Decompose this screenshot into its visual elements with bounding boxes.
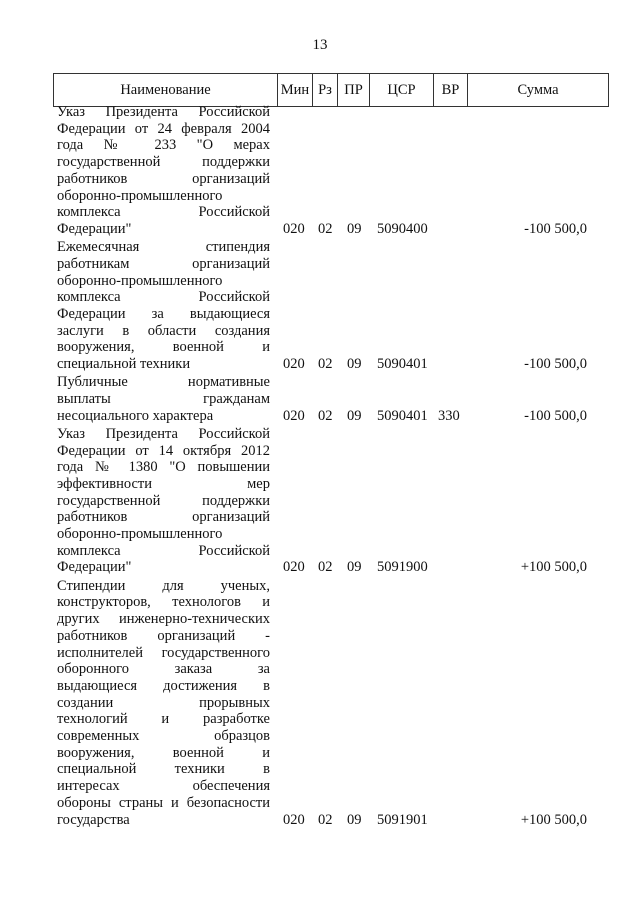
name-line: исполнителей государственного xyxy=(57,644,270,661)
name-line: Стипендии для ученых, xyxy=(57,577,270,594)
cell-sum: +100 500,0 xyxy=(520,811,587,828)
cell-pr: 09 xyxy=(347,559,362,576)
table-row xyxy=(57,374,597,424)
name-line: Федерации за выдающиеся xyxy=(57,305,270,322)
cell-vr: 330 xyxy=(438,407,460,424)
name-line: Федерации" xyxy=(57,559,132,576)
table-row xyxy=(57,239,597,373)
cell-csr: 5091901 xyxy=(377,811,428,828)
page-number: 13 xyxy=(312,37,328,53)
cell-csr: 5090401 xyxy=(377,356,428,373)
header-name: Наименование xyxy=(54,74,278,106)
cell-sum: -100 500,0 xyxy=(524,356,587,373)
name-line: года № 1380 "О повышении xyxy=(57,459,270,476)
name-line: Указ Президента Российской xyxy=(57,425,270,442)
name-line: несоциального характера xyxy=(57,407,214,424)
cell-sum: +100 500,0 xyxy=(520,559,587,576)
name-line: современных образцов xyxy=(57,728,270,745)
cell-rz: 02 xyxy=(318,356,333,373)
cell-rz: 02 xyxy=(318,407,333,424)
header-vr: ВР xyxy=(434,74,468,106)
row-name xyxy=(57,374,270,424)
table-row xyxy=(57,104,597,238)
name-line: конструкторов, технологов и xyxy=(57,594,270,611)
row-name xyxy=(57,578,270,829)
header-rz: Рз xyxy=(313,74,338,106)
name-line: работников организаций - xyxy=(57,627,270,644)
name-line: Федерации от 14 октября 2012 xyxy=(57,442,270,459)
cell-rz: 02 xyxy=(318,559,333,576)
name-line: создании прорывных xyxy=(57,694,270,711)
cell-min: 020 xyxy=(283,220,305,237)
name-line: оборонно-промышленного xyxy=(57,526,223,543)
name-line: работников организаций xyxy=(57,170,270,187)
cell-min: 020 xyxy=(283,356,305,373)
name-line: заслуги в области создания xyxy=(57,322,270,339)
cell-sum: -100 500,0 xyxy=(524,220,587,237)
name-line: Публичные нормативные xyxy=(57,374,270,391)
name-line: государственной поддержки xyxy=(57,492,270,509)
name-line: оборонно-промышленного xyxy=(57,187,223,204)
name-line: специальной техники xyxy=(57,356,191,373)
cell-pr: 09 xyxy=(347,220,362,237)
cell-rz: 02 xyxy=(318,220,333,237)
name-line: обороны страны и безопасности xyxy=(57,794,270,811)
cell-csr: 5090400 xyxy=(377,220,428,237)
name-line: работников организаций xyxy=(57,509,270,526)
cell-rz: 02 xyxy=(318,811,333,828)
name-line: других инженерно-технических xyxy=(57,611,270,628)
name-line: технологий и разработке xyxy=(57,711,270,728)
cell-min: 020 xyxy=(283,407,305,424)
cell-min: 020 xyxy=(283,811,305,828)
name-line: вооружения, военной и xyxy=(57,339,270,356)
name-line: Ежемесячная стипендия xyxy=(57,239,270,256)
name-line: государства xyxy=(57,811,130,828)
name-line: Указ Президента Российской xyxy=(57,104,270,120)
name-line: государственной поддержки xyxy=(57,154,270,171)
cell-csr: 5090401 xyxy=(377,407,428,424)
name-line: оборонно-промышленного xyxy=(57,272,223,289)
name-line: комплекса Российской xyxy=(57,289,270,306)
name-line: работникам организаций xyxy=(57,255,270,272)
cell-pr: 09 xyxy=(347,811,362,828)
cell-pr: 09 xyxy=(347,356,362,373)
name-line: вооружения, военной и xyxy=(57,744,270,761)
name-line: Федерации" xyxy=(57,220,132,237)
cell-min: 020 xyxy=(283,559,305,576)
name-line: специальной техники в xyxy=(57,761,270,778)
name-line: выдающиеся достижения в xyxy=(57,677,270,694)
name-line: интересах обеспечения xyxy=(57,778,270,795)
table-header xyxy=(53,73,609,107)
name-line: оборонного заказа за xyxy=(57,661,270,678)
table-row xyxy=(57,578,597,829)
name-line: комплекса Российской xyxy=(57,542,270,559)
header-pr: ПР xyxy=(338,74,370,106)
cell-sum: -100 500,0 xyxy=(524,407,587,424)
row-name xyxy=(57,239,270,373)
table-row xyxy=(57,426,597,576)
cell-pr: 09 xyxy=(347,407,362,424)
header-sum: Сумма xyxy=(517,81,559,98)
header-csr: ЦСР xyxy=(370,74,434,106)
name-line: эффективности мер xyxy=(57,475,270,492)
name-line: года № 233 "О мерах xyxy=(57,137,270,154)
cell-csr: 5091900 xyxy=(377,559,428,576)
row-name xyxy=(57,104,270,238)
table-body xyxy=(57,104,597,830)
row-name xyxy=(57,426,270,576)
name-line: комплекса Российской xyxy=(57,204,270,221)
name-line: выплаты гражданам xyxy=(57,390,270,407)
header-min: Мин xyxy=(278,74,313,106)
name-line: Федерации от 24 февраля 2004 xyxy=(57,120,270,137)
